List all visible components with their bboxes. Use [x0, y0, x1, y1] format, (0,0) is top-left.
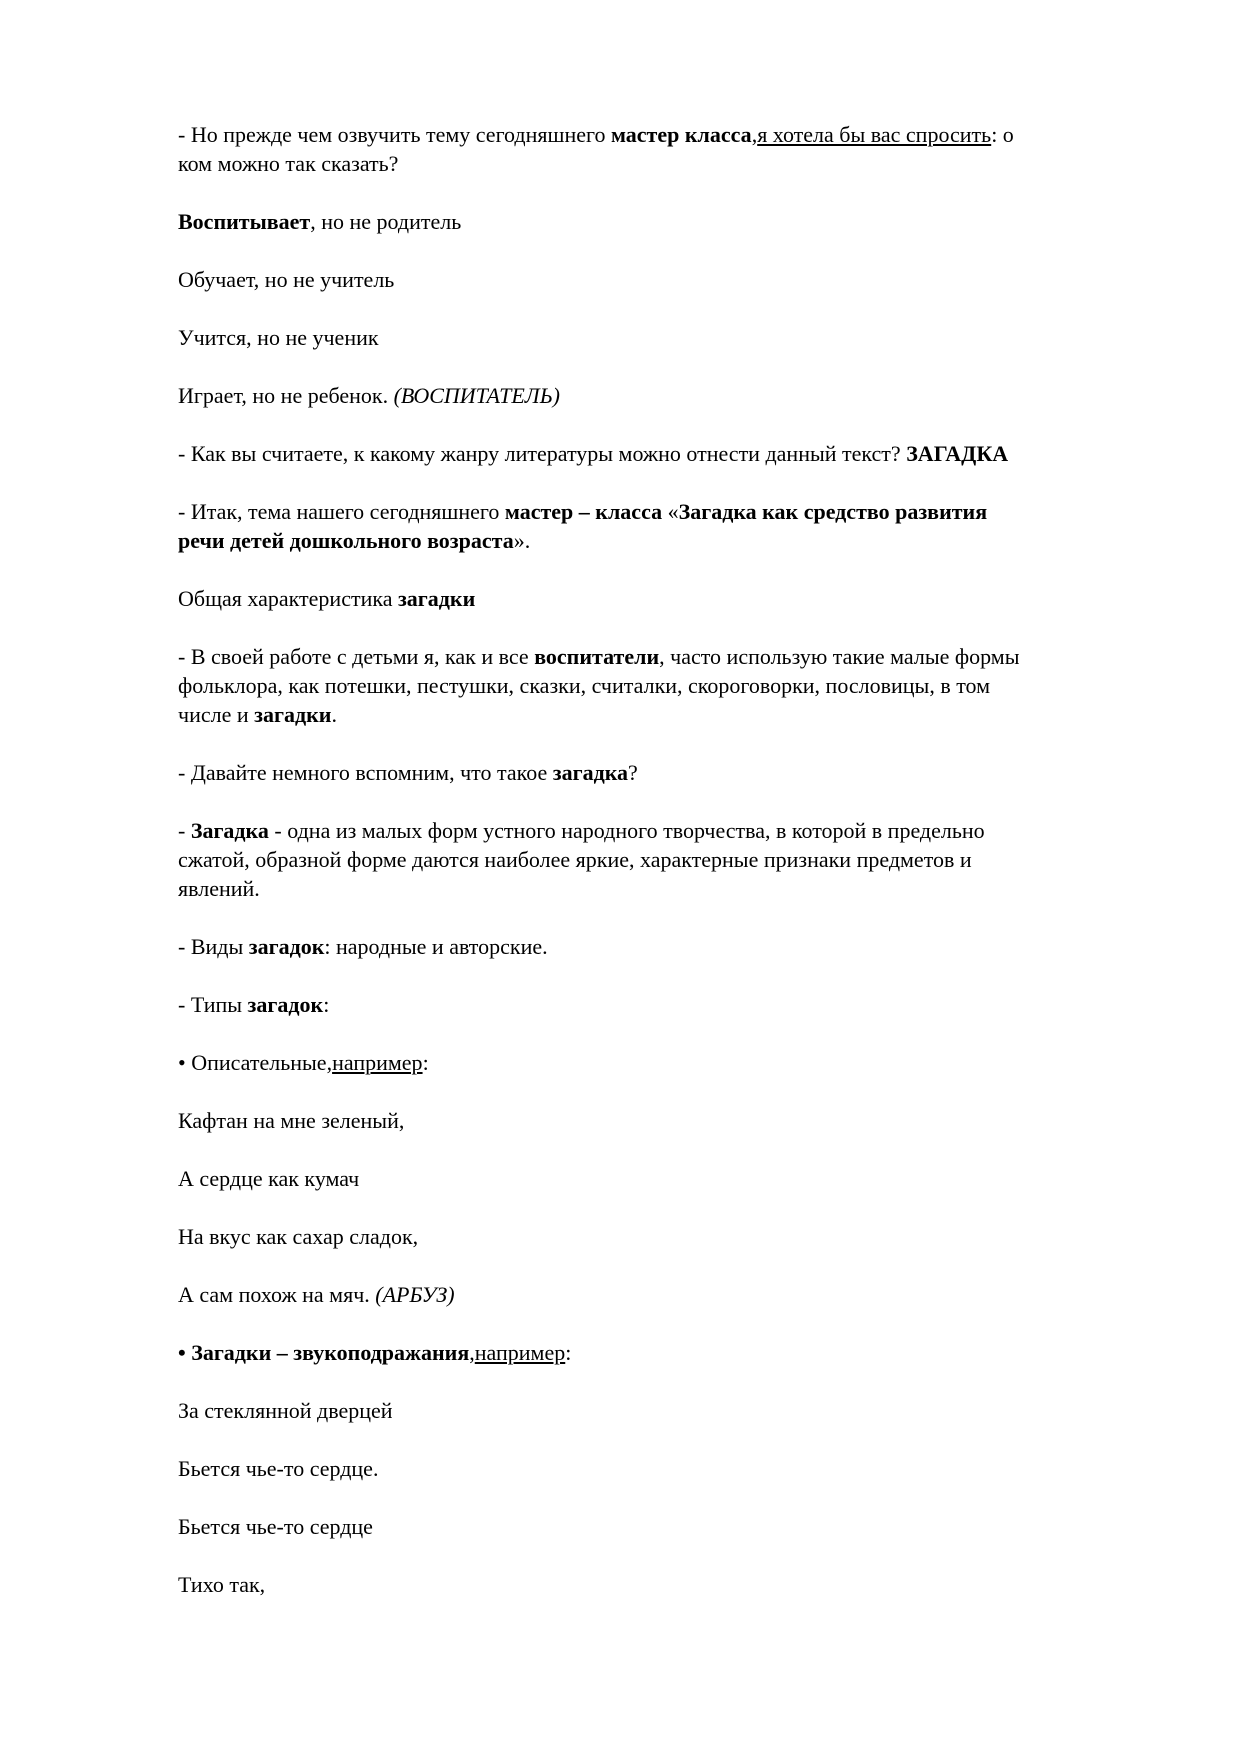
text: явлений.: [178, 876, 260, 901]
text: Общая характеристика: [178, 586, 398, 611]
riddle-line: Тихо так,: [178, 1572, 266, 1597]
bold-text: • Загадки – звукоподражания: [178, 1340, 470, 1365]
bullet-paragraph: [178, 1338, 1158, 1367]
bold-text: загадок: [247, 992, 324, 1017]
text: :: [565, 1340, 572, 1365]
text: сжатой, образной форме даются наиболее яркие, характерные признаки предметов и: [178, 847, 972, 872]
paragraph: [178, 584, 1158, 613]
paragraph: [178, 381, 1158, 410]
text: А сам похож на мяч.: [178, 1282, 376, 1307]
paragraph: [178, 816, 1158, 903]
text: фольклора, как потешки, пестушки, сказки, считалки, скороговорки, пословицы, в том: [178, 673, 991, 698]
paragraph: [178, 120, 1158, 178]
text: :: [422, 1050, 429, 1075]
bullet-paragraph: [178, 1048, 1158, 1077]
underlined-text: например: [474, 1340, 566, 1365]
riddle-line: За стеклянной дверцей: [178, 1398, 393, 1423]
bold-text: воспитатели: [534, 644, 660, 669]
text: Играет, но не ребенок.: [178, 383, 394, 408]
text: - Виды: [178, 934, 249, 959]
underlined-text: я хотела бы вас спросить: [757, 122, 992, 147]
text: - одна из малых форм устного народного творчества, в которой в предельно: [268, 818, 985, 843]
document-page: [178, 120, 1158, 1628]
italic-answer: (АРБУЗ): [375, 1282, 455, 1307]
text: -: [178, 818, 191, 843]
paragraph: [178, 758, 1158, 787]
bold-text: ЗАГАДКА: [906, 441, 1009, 466]
text: .: [331, 702, 337, 727]
bold-text: загадок: [248, 934, 325, 959]
text: - Типы: [178, 992, 248, 1017]
text: ?: [628, 760, 638, 785]
italic-answer: (ВОСПИТАТЕЛЬ): [393, 383, 561, 408]
paragraph: Учится, но не ученик: [178, 325, 379, 350]
text: ,: [469, 1340, 475, 1365]
riddle-line: Бьется чье-то сердце: [178, 1514, 373, 1539]
text: : о: [991, 122, 1014, 147]
paragraph: [178, 642, 1158, 729]
riddle-line: [178, 1280, 1158, 1309]
paragraph: [178, 497, 1158, 555]
bold-text: загадки: [397, 586, 476, 611]
bold-text: мастер – класса: [504, 499, 663, 524]
bold-text: Воспитывает: [178, 209, 311, 234]
text: ,: [751, 122, 758, 147]
text: «: [662, 499, 679, 524]
text: - Давайте немного вспомним, что такое: [178, 760, 553, 785]
text: - Как вы считаете, к какому жанру литературы можно отнести данный текст?: [178, 441, 907, 466]
text: числе и: [178, 702, 255, 727]
text: ком можно так сказать?: [178, 151, 399, 176]
text: : народные и авторские.: [324, 934, 548, 959]
paragraph: Обучает, но не учитель: [178, 267, 395, 292]
text: , но не родитель: [310, 209, 462, 234]
text: - Итак, тема нашего сегодняшнего: [178, 499, 505, 524]
text: • Описательные,: [178, 1050, 333, 1075]
text: - Но прежде чем озвучить тему сегодняшнего: [178, 122, 611, 147]
riddle-line: А сердце как кумач: [178, 1166, 360, 1191]
paragraph: [178, 439, 1158, 468]
bold-text: загадки: [254, 702, 332, 727]
paragraph: [178, 932, 1158, 961]
underlined-text: например: [332, 1050, 423, 1075]
bold-text: Загадка как средство развития: [678, 499, 988, 524]
bold-text: загадка: [552, 760, 629, 785]
text: , часто использую такие малые формы: [659, 644, 1020, 669]
bold-text: мастер класса: [610, 122, 752, 147]
riddle-line: На вкус как сахар сладок,: [178, 1224, 419, 1249]
riddle-line: Бьется чье-то сердце.: [178, 1456, 379, 1481]
text: - В своей работе с детьми я, как и все: [178, 644, 535, 669]
paragraph: [178, 990, 1158, 1019]
text: :: [323, 992, 330, 1017]
bold-text: речи детей дошкольного возраста: [178, 528, 514, 553]
text: ».: [513, 528, 531, 553]
riddle-line: Кафтан на мне зеленый,: [178, 1108, 405, 1133]
bold-text: Загадка: [190, 818, 269, 843]
paragraph: [178, 207, 1158, 236]
